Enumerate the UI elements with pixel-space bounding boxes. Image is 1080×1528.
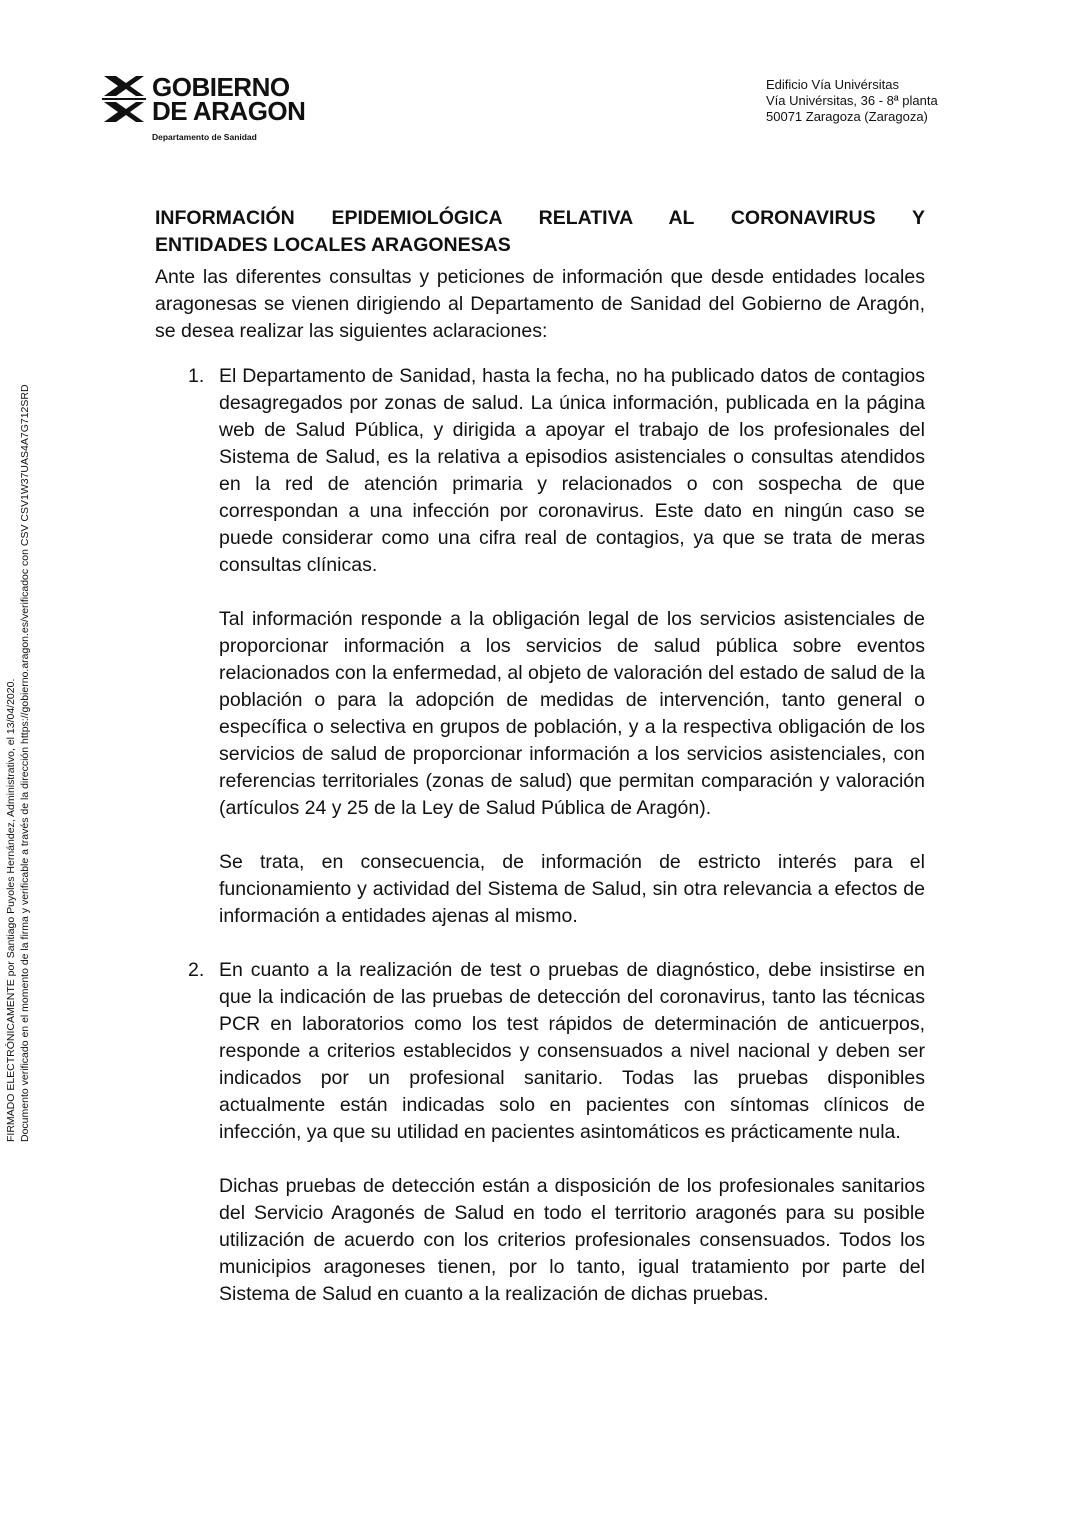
clarifications-list: [155, 363, 925, 1308]
document-title: [155, 205, 925, 259]
logo-text-line1: GOBIERNO: [152, 72, 290, 102]
title-line: INFORMACIÓN EPIDEMIOLÓGICA RELATIVA AL CORONAVIRUS Y: [155, 207, 925, 229]
item-paragraph: Dichas pruebas de detección están a disposición de los profesionales sanitarios del Servicio Aragonés de Salud en todo el territorio aragonés para su posible utilización de acuerdo con los criterios profesionales consensuados. Todos los municipios aragoneses tienen, por lo tanto, igual tratamiento por parte del Sistema de Salud en cuanto a la realización de dichas pruebas.: [219, 1175, 925, 1305]
signature-line: FIRMADO ELECTRÓNICAMENTE por Santiago Puyoles Hernández, Administrativo, el 13/04/2020.: [5, 678, 17, 1142]
electronic-signature-strip: [4, 222, 36, 1142]
aragon-emblem-icon: [102, 74, 146, 126]
address-line: Edificio Vía Univérsitas: [766, 77, 899, 92]
logo-department: Departamento de Sanidad: [152, 132, 257, 142]
header-address: [766, 77, 938, 125]
list-item: [155, 363, 925, 930]
address-line: 50071 Zaragoza (Zaragoza): [766, 109, 928, 124]
list-item: [155, 957, 925, 1308]
address-line: Vía Univérsitas, 36 - 8ª planta: [766, 93, 938, 108]
item-number: 2.: [188, 959, 205, 981]
gobierno-aragon-logo: [102, 74, 332, 146]
logo-text-line2: DE ARAGON: [152, 96, 306, 126]
item-number: 1.: [188, 365, 205, 387]
intro-paragraph: Ante las diferentes consultas y peticiones de información que desde entidades locales aragonesas se vienen dirigiendo al Departamento de Sanidad del Gobierno de Aragón, se desea realizar las siguientes aclaraciones:: [155, 266, 925, 342]
title-line: ENTIDADES LOCALES ARAGONESAS: [155, 234, 511, 256]
item-paragraph: Se trata, en consecuencia, de información de estricto interés para el funcionamiento y actividad del Sistema de Salud, sin otra relevancia a efectos de información a entidades ajenas al mismo.: [219, 851, 925, 927]
verification-line: Documento verificado en el momento de la firma y verificable a través de la dirección https://gobierno.aragon.es/verificadoc con CSV CSV1W37UAS4A7G712SRD: [19, 384, 31, 1142]
item-paragraph: Tal información responde a la obligación legal de los servicios asistenciales de proporcionar información a los servicios de salud pública sobre eventos relacionados con la enfermedad, al objeto de valoración del estado de salud de la población o para la adopción de medidas de intervención, tanto general o específica o selectiva en grupos de población, y a la respectiva obligación de los servicios de salud de proporcionar información a los servicios asistenciales, con referencias territoriales (zonas de salud) que permitan comparación y valoración (artículos 24 y 25 de la Ley de Salud Pública de Aragón).: [219, 608, 925, 819]
item-paragraph: En cuanto a la realización de test o pruebas de diagnóstico, debe insistirse en que la indicación de las pruebas de detección del coronavirus, tanto las técnicas PCR en laboratorios como los test rápidos de determinación de anticuerpos, responde a criterios establecidos y consensuados a nivel nacional y deben ser indicados por un profesional sanitario. Todas las pruebas disponibles actualmente están indicadas solo en pacientes con síntomas clínicos de infección, ya que su utilidad en pacientes asintomáticos es prácticamente nula.: [219, 959, 925, 1143]
item-paragraph: El Departamento de Sanidad, hasta la fecha, no ha publicado datos de contagios desagregados por zonas de salud. La única información, publicada en la página web de Salud Pública, y dirigida a apoyar el trabajo de los profesionales del Sistema de Salud, es la relativa a episodios asistenciales o consultas atendidos en la red de atención primaria y relacionados o con sospecha de que correspondan a una infección por coronavirus. Este dato en ningún caso se puede considerar como una cifra real de contagios, ya que se trata de meras consultas clínicas.: [219, 365, 925, 576]
document-body: [155, 205, 925, 1308]
